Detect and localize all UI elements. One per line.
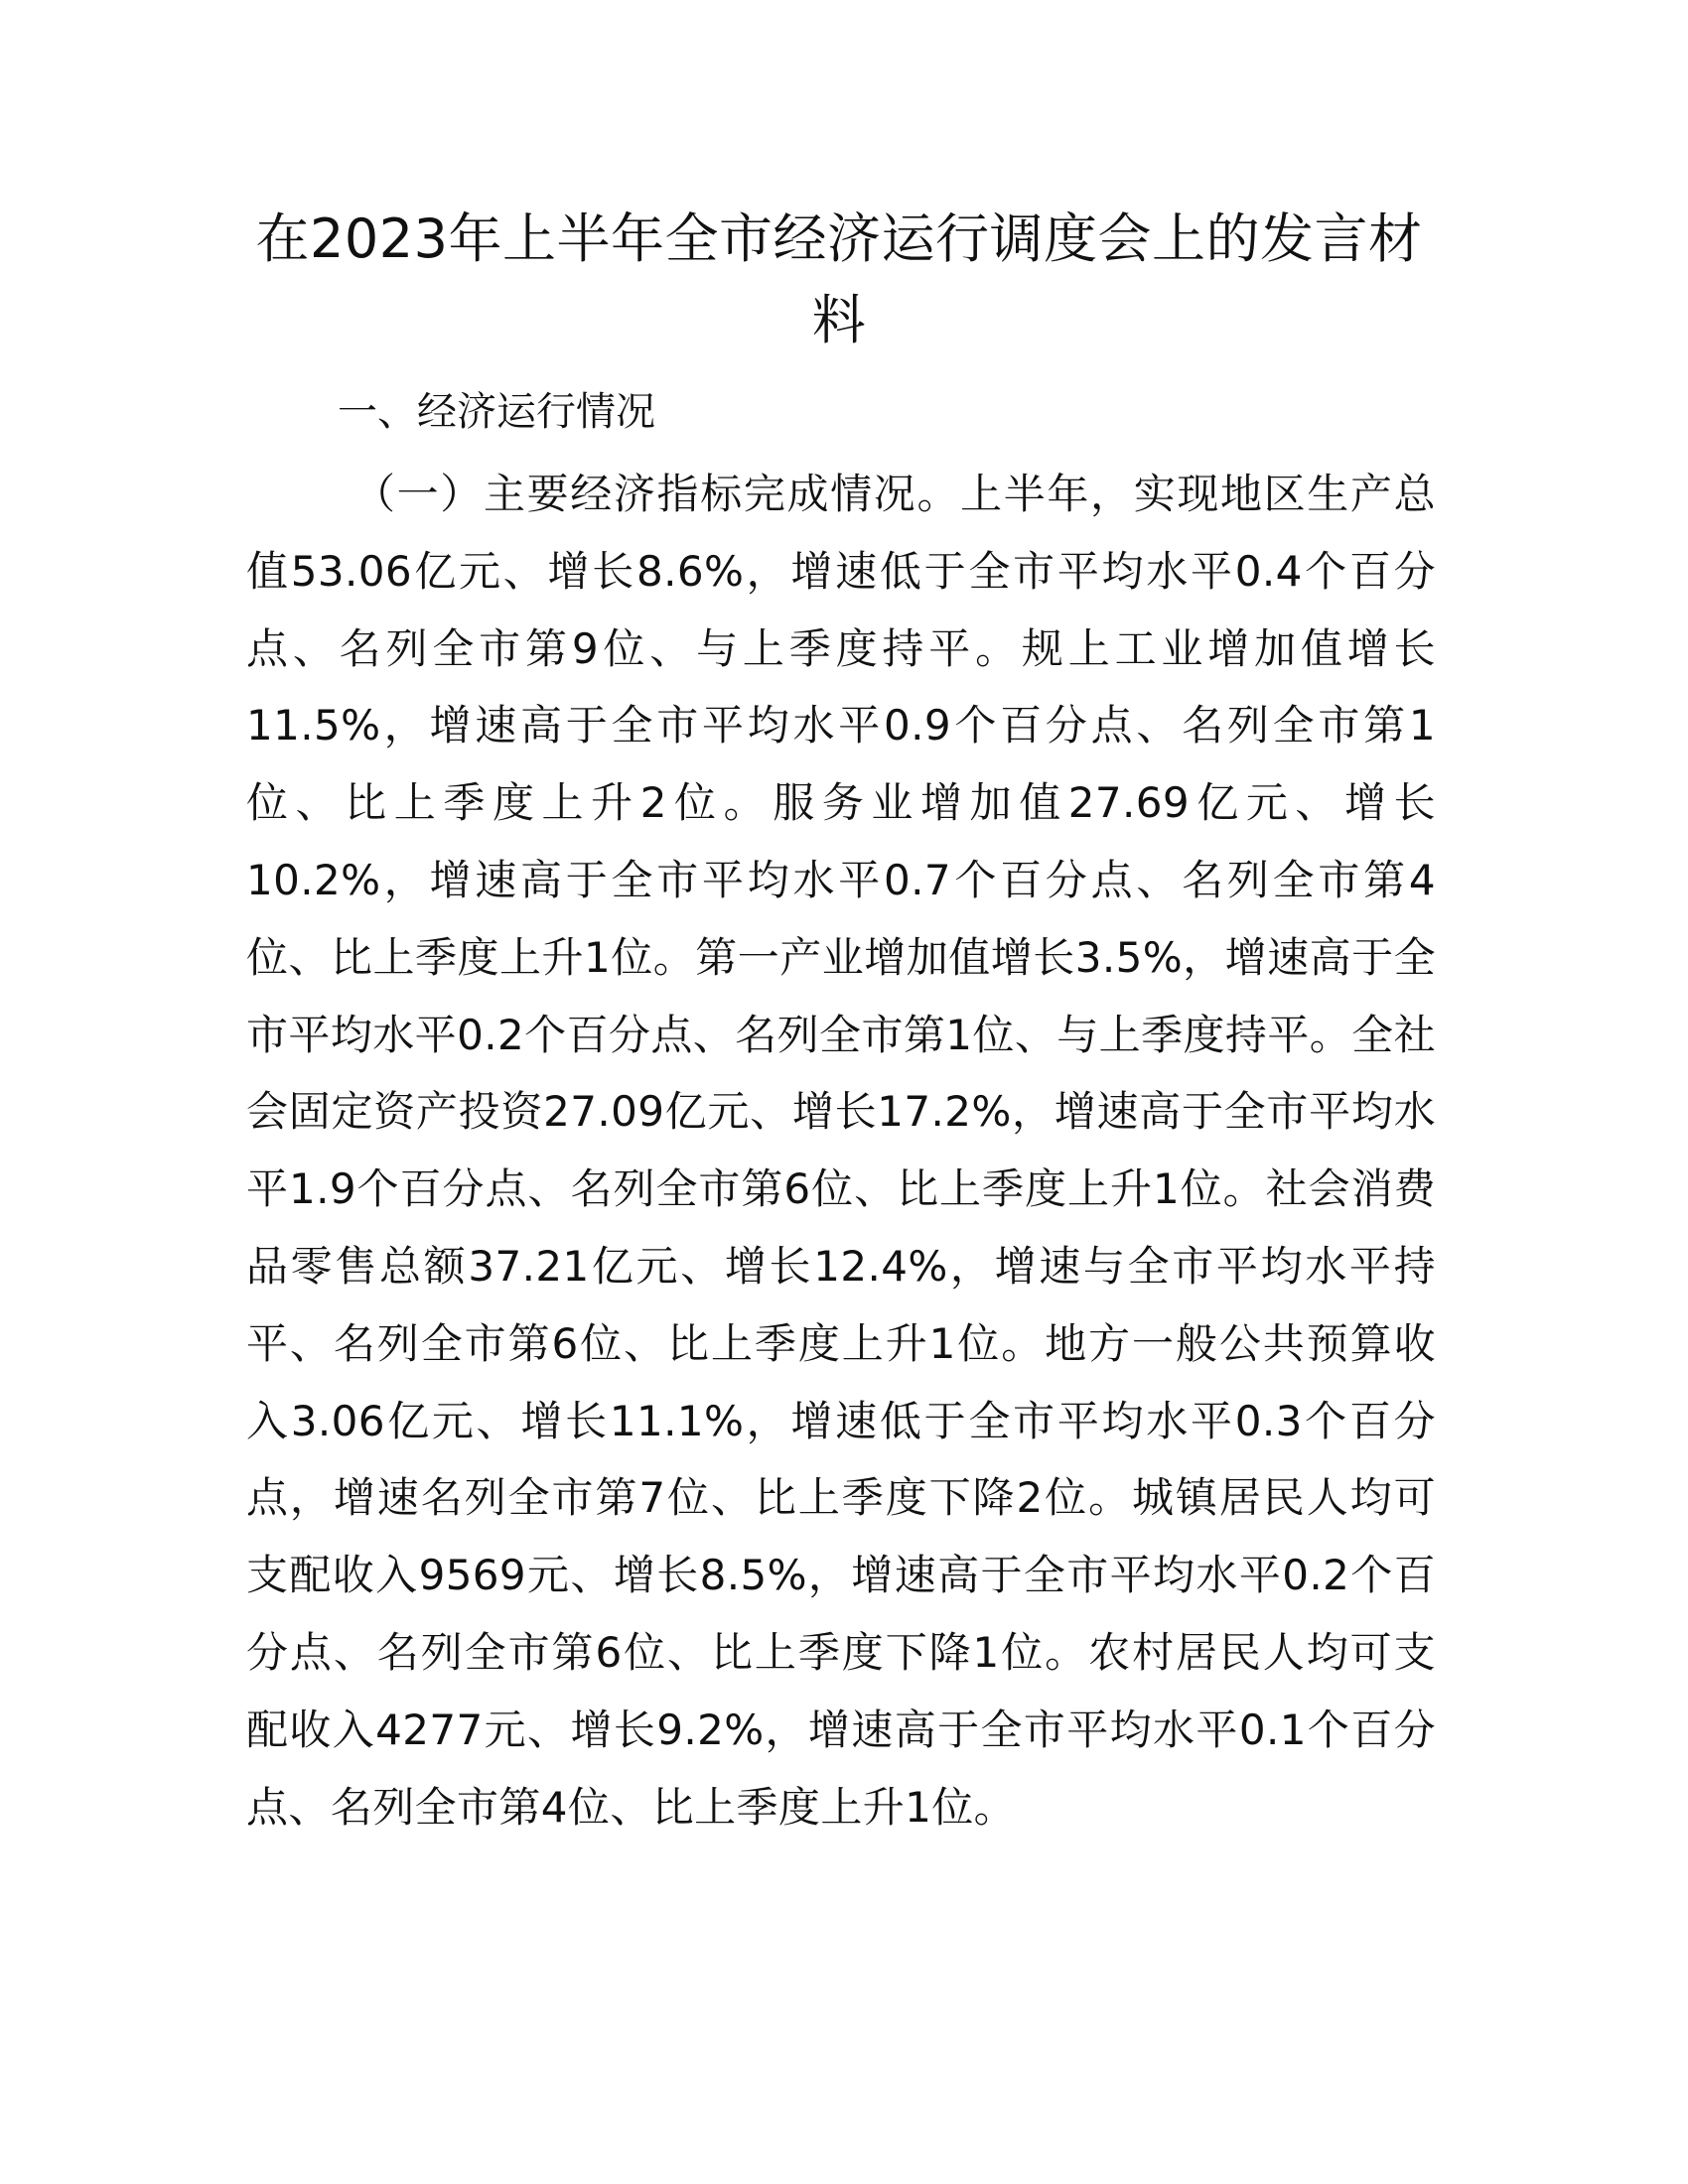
document-title: 在2023年上半年全市经济运行调度会上的发言材料 (255, 207, 1423, 351)
section-heading: 一、经济运行情况 (338, 389, 655, 435)
section-economic-operation (246, 374, 1436, 1845)
document-body (246, 374, 1436, 1845)
paragraph-main-indicators: （一）主要经济指标完成情况。上半年，实现地区生产总值53.06亿元、增长8.6%，增速低于全市平均水平0.4个百分点、名列全市第9位、与上季度持平。规上工业增加值增长11.5%，增速高于全市平均水平0.9个百分点、名列全市第1位、比上季度上升2位。服务业增加值27.69亿元、增长10.2%，增速高于全市平均水平0.7个百分点、名列全市第4位、比上季度上升1位。第一产业增加值增长3.5%，增速高于全市平均水平0.2个百分点、名列全市第1位、与上季度持平。全社会固定资产投资27.09亿元、增长17.2%，增速高于全市平均水平1.9个百分点、名列全市第6位、比上季度上升1位。社会消费品零售总额37.21亿元、增长12.4%，增速与全市平均水平持平、名列全市第6位、比上季度上升1位。地方一般公共预算收入3.06亿元、增长11.1%，增速低于全市平均水平0.3个百分点，增速名列全市第7位、比上季度下降2位。城镇居民人均可支配收入9569元、增长8.5%，增速高于全市平均水平0.2个百分点、名列全市第6位、比上季度下降1位。农村居民人均可支配收入4277元、增长9.2%，增速高于全市平均水平0.1个百分点、名列全市第4位、比上季度上升1位。 (246, 470, 1436, 1832)
